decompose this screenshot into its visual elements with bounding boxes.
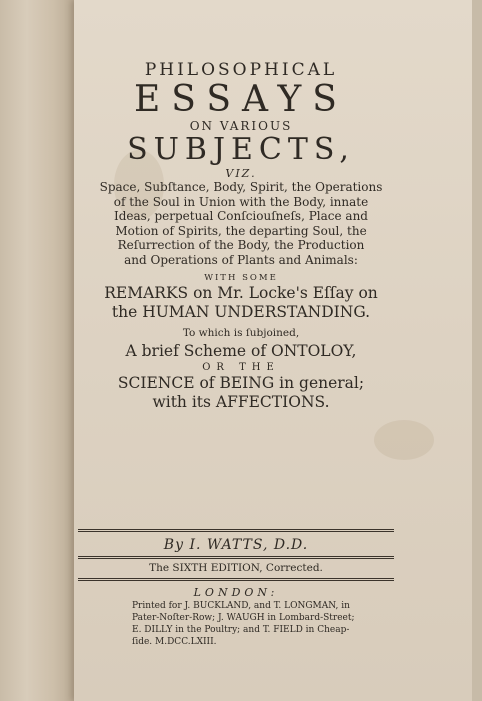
imprint-line: ſide. M.DCC.LXIII. bbox=[132, 637, 217, 647]
edition-line: The SIXTH EDITION, Corrected. bbox=[149, 562, 323, 574]
science-line: SCIENCE of BEING in general; bbox=[117, 374, 365, 392]
subjects-line: Reſurrection of the Body, the Production bbox=[117, 238, 365, 252]
author-byline: By I. WATTS, D.D. bbox=[163, 537, 309, 553]
remarks-line: the HUMAN UNDERSTANDING. bbox=[111, 303, 371, 321]
imprint-city: LONDON: bbox=[193, 586, 279, 599]
rule-above-imprint bbox=[78, 578, 394, 581]
subjects-line: and Operations of Plants and Animals: bbox=[124, 252, 358, 267]
imprint-line: Printed for J. BUCKLAND, and T. LONGMAN, in bbox=[132, 601, 350, 611]
right-page-edge bbox=[472, 0, 482, 701]
imprint-line: E. DILLY in the Poultry; and T. FIELD in Cheap- bbox=[132, 625, 350, 635]
title-line-subjects: SUBJECTS, bbox=[127, 132, 355, 167]
imprint-block bbox=[132, 600, 420, 648]
imprint-line: Pater-Noſter-Row; J. WAUGH in Lombard-Street; bbox=[132, 613, 355, 623]
scheme-line: A brief Scheme of ONTOLOY, bbox=[125, 342, 357, 360]
remarks-line: REMARKS on Mr. Locke's Eſſay on bbox=[104, 284, 378, 302]
title-line-essays: ESSAYS bbox=[134, 79, 348, 120]
title-line-on-various: ON VARIOUS bbox=[189, 119, 293, 133]
rule-above-byline bbox=[78, 529, 394, 532]
subjects-line: Ideas, perpetual Conſciouſneſs, Place and bbox=[114, 209, 368, 223]
with-some-label: WITH SOME bbox=[204, 273, 278, 283]
science-line: with its AFFECTIONS. bbox=[152, 393, 330, 411]
subjects-line: Motion of Spirits, the departing Soul, the bbox=[115, 223, 367, 238]
viz-label: VIZ. bbox=[225, 167, 257, 180]
subjects-line: of the Soul in Union with the Body, innate bbox=[113, 194, 369, 209]
subjects-line: Space, Subſtance, Body, Spirit, the Operations bbox=[99, 180, 383, 194]
title-line-philosophical: PHILOSOPHICAL bbox=[144, 60, 338, 80]
subjects-paragraph bbox=[91, 180, 391, 267]
paper-stain bbox=[374, 420, 434, 460]
title-block bbox=[80, 60, 402, 411]
or-the-label: OR THE bbox=[202, 362, 280, 373]
rule-below-byline bbox=[78, 556, 394, 559]
subjoined-line: To which is ſubjoined, bbox=[182, 327, 300, 339]
left-page-edge bbox=[0, 0, 76, 701]
